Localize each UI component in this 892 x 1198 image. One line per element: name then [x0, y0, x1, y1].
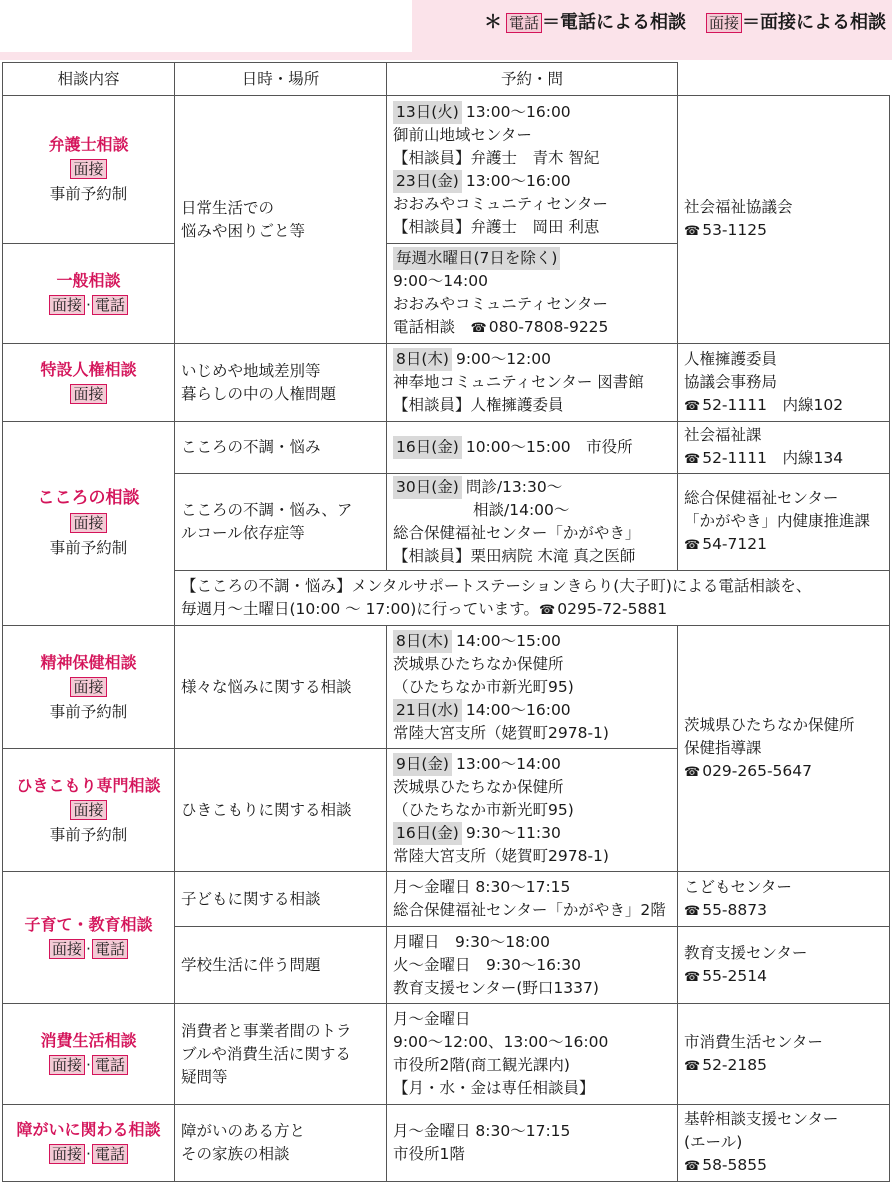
org-text: (エール) [684, 1133, 743, 1151]
content-cell [175, 344, 387, 422]
content-text: 学校生活に伴う問題 [181, 955, 321, 974]
contact-cell [678, 474, 890, 571]
face-tag: 面接 [706, 13, 742, 33]
date-badge: 21日(水) [393, 699, 462, 722]
content-text: ブルや消費生活に関する [181, 1044, 351, 1063]
place-text: 総合保健福祉センター「かがやき」2階 [393, 901, 666, 919]
consultation-body [2, 95, 890, 1182]
contact-cell [678, 927, 890, 1004]
date-badge: 16日(金) [393, 436, 462, 459]
tel-text: 52-2185 [702, 1055, 767, 1074]
org-text: 「かがやき」内健康推進課 [684, 512, 871, 530]
content-text: 暮らしの中の人権問題 [181, 384, 337, 403]
content-cell [175, 872, 387, 927]
phone-icon: ☎ [684, 398, 701, 414]
content-cell [175, 96, 387, 344]
datetime-cell [387, 749, 678, 872]
content-cell [175, 1105, 387, 1182]
place-text: （ひたちなか市新光町95) [393, 800, 574, 819]
face-tag: 面接 [70, 384, 106, 404]
table-row [3, 344, 890, 422]
reservation-note: 事前予約制 [49, 185, 128, 203]
time-text: 月〜金曜日 8:30〜17:15 [393, 878, 571, 896]
place-text: 市役所2階(商工観光課内) [393, 1056, 570, 1074]
phone-tag: 電話 [92, 1055, 128, 1075]
content-text: 悩みや困りごと等 [181, 221, 306, 240]
phone-icon: ☎ [684, 1058, 701, 1074]
phone-tag: 電話 [92, 1144, 128, 1164]
contact-cell [678, 1004, 890, 1105]
tel-text: 55-8873 [702, 900, 767, 919]
contact-cell [678, 422, 890, 474]
place-text: 茨城県ひたちなか保健所 [393, 654, 564, 673]
date-badge: 30日(金) [393, 476, 462, 499]
content-cell [175, 474, 387, 571]
datetime-cell [387, 96, 678, 244]
org-text: 基幹相談支援センター [684, 1110, 839, 1128]
org-text: 保健指導課 [684, 738, 762, 757]
content-text: 子どもに関する相談 [181, 889, 321, 908]
date-badge: 毎週水曜日(7日を除く) [393, 247, 560, 270]
content-text: ひきこもりに関する相談 [181, 800, 352, 819]
content-cell [175, 1004, 387, 1105]
content-text: いじめや地域差別等 [181, 361, 321, 380]
place-text: おおみやコミュニティセンター [393, 295, 608, 313]
face-tag: 面接 [70, 677, 106, 697]
datetime-cell [387, 927, 678, 1004]
datetime-cell [387, 626, 678, 749]
tel-text: 55-2514 [702, 966, 767, 985]
content-text: こころの不調・悩み [181, 438, 321, 456]
place-text: 常陸大宮支所（姥賀町2978-1) [393, 723, 609, 742]
datetime-cell [387, 1105, 678, 1182]
phone-tag: 電話 [92, 295, 128, 315]
phone-icon: ☎ [684, 224, 701, 239]
contact-cell [678, 344, 890, 422]
tel-text: 52-1111 内線134 [702, 449, 844, 467]
org-text: 市消費生活センター [684, 1032, 823, 1051]
content-cell [175, 422, 387, 474]
tel-text: 080-7808-9225 [488, 318, 609, 336]
category-ippan: 一般相談 面接 · 電話 [3, 244, 175, 344]
datetime-cell [387, 244, 678, 344]
time-text: 9:30〜11:30 [465, 823, 561, 842]
category-seishin [3, 626, 175, 749]
datetime-cell [387, 422, 678, 474]
contact-cell [678, 1105, 890, 1182]
time-text: 9:00〜12:00、13:00〜16:00 [393, 1033, 609, 1051]
category-name: 特設人権相談 [40, 359, 137, 379]
tel-text: 52-1111 内線102 [702, 395, 844, 414]
time-text: 13:00〜16:00 [465, 102, 571, 121]
content-text: 障がいのある方と [181, 1122, 306, 1140]
time-text: 14:00〜15:00 [455, 631, 561, 650]
category-name: 弁護士相談 [48, 135, 129, 154]
phone-icon: ☎ [684, 1159, 701, 1174]
place-text: 常陸大宮支所（姥賀町2978-1) [393, 846, 609, 865]
category-name: 障がいに関わる相談 [16, 1120, 161, 1139]
time-text: 月曜日 9:30〜18:00 [393, 932, 550, 951]
place-text: 総合保健福祉センター「かがやき」 [393, 524, 641, 542]
table-header [3, 63, 890, 96]
category-name: 子育て・教育相談 [24, 914, 153, 934]
info-text: 【こころの不調・悩み】メンタルサポートステーションきらり(大子町)による電話相談を、 [181, 576, 812, 595]
time-text: 10:00〜15:00 市役所 [465, 438, 633, 456]
phone-icon: ☎ [684, 969, 701, 985]
place-text: 教育支援センター(野口1337) [393, 978, 599, 997]
face-tag: 面接 [49, 1055, 85, 1075]
staff-text: 【相談員】栗田病院 木滝 真之医師 [393, 547, 636, 565]
header-content: 相談内容 [3, 63, 175, 96]
datetime-cell [387, 344, 678, 422]
time-text: 9:00〜14:00 [393, 272, 488, 290]
tel-text: 029-265-5647 [702, 761, 813, 780]
face-tag: 面接 [70, 513, 106, 533]
date-badge: 9日(金) [393, 753, 452, 776]
info-cell [175, 571, 890, 626]
phone-desc: ＝電話による相談 [541, 12, 686, 33]
legend [484, 8, 886, 34]
date-badge: 8日(木) [393, 348, 452, 371]
staff-text: 【相談員】弁護士 岡田 利恵 [393, 217, 600, 236]
org-text: 社会福祉協議会 [684, 198, 793, 216]
info-text: 毎週月〜土曜日(10:00 〜 17:00)に行っています。 [181, 599, 540, 618]
contact-cell [678, 626, 890, 872]
category-name: 消費生活相談 [40, 1031, 137, 1050]
place-text: 御前山地域センター [393, 125, 532, 144]
content-cell [175, 927, 387, 1004]
category-jinken [3, 344, 175, 422]
org-text: 総合保健福祉センター [684, 489, 839, 507]
table-row [3, 626, 890, 749]
category-kosodate: 子育て・教育相談 面接 · 電話 [3, 872, 175, 1004]
face-tag: 面接 [49, 295, 85, 315]
category-kokoro [3, 422, 175, 626]
content-text: こころの不調・悩み、ア [181, 501, 353, 519]
time-text: 13:00〜16:00 [465, 171, 571, 190]
content-text: 消費者と事業者間のトラ [181, 1021, 352, 1040]
phone-icon: ☎ [470, 321, 487, 336]
date-badge: 23日(金) [393, 170, 462, 193]
staff-text: 【月・水・金は専任相談員】 [393, 1079, 595, 1097]
place-text: （ひたちなか市新光町95) [393, 677, 574, 696]
org-text: 教育支援センター [684, 943, 808, 962]
date-badge: 13日(火) [393, 101, 462, 124]
phone-icon: ☎ [539, 602, 556, 618]
time-text: 13:00〜14:00 [455, 754, 561, 773]
phone-tag: 電話 [92, 939, 128, 959]
time-text: 14:00〜16:00 [465, 700, 571, 719]
reservation-note: 事前予約制 [49, 539, 128, 557]
time-text: 相談/14:00〜 [473, 501, 570, 519]
table-row [3, 1004, 890, 1105]
header-datetime: 日時・場所 [175, 63, 387, 96]
category-name: ひきこもり専門相談 [16, 775, 161, 795]
category-name: 一般相談 [56, 270, 121, 290]
phone-icon: ☎ [684, 764, 701, 780]
time-text: 火〜金曜日 9:30〜16:30 [393, 955, 581, 974]
datetime-cell [387, 474, 678, 571]
face-tag: 面接 [49, 1144, 85, 1164]
content-text: 日常生活での [181, 198, 275, 217]
face-tag: 面接 [70, 800, 106, 820]
time-text: 9:00〜12:00 [455, 350, 551, 368]
staff-text: 【相談員】弁護士 青木 智紀 [393, 148, 600, 167]
time-text: 月〜金曜日 [393, 1010, 471, 1028]
tel-text: 53-1125 [702, 221, 767, 239]
phone-tag: 電話 [506, 13, 542, 33]
tel-text: 54-7121 [702, 535, 767, 553]
category-shogai: 障がいに関わる相談 面接 · 電話 [3, 1105, 175, 1182]
datetime-cell [387, 872, 678, 927]
content-cell [175, 626, 387, 749]
phone-icon: ☎ [684, 903, 701, 919]
staff-text: 【相談員】人権擁護委員 [393, 396, 564, 414]
place-text: 神奉地コミュニティセンター 図書館 [393, 373, 644, 391]
content-text: 様々な悩みに関する相談 [181, 677, 352, 696]
place-text: 茨城県ひたちなか保健所 [393, 777, 564, 796]
tel-text: 58-5855 [702, 1156, 767, 1174]
face-tag: 面接 [49, 939, 85, 959]
place-text: おおみやコミュニティセンター [393, 194, 608, 213]
org-text: 茨城県ひたちなか保健所 [684, 715, 855, 734]
datetime-cell [387, 1004, 678, 1105]
phone-icon: ☎ [684, 452, 701, 467]
table-row [3, 422, 890, 474]
content-text: ルコール依存症等 [181, 524, 305, 542]
category-name: こころの相談 [37, 488, 140, 508]
phone-consult-text: 電話相談 [393, 318, 456, 336]
time-text: 月〜金曜日 8:30〜17:15 [393, 1122, 571, 1140]
consultation-table [2, 62, 890, 96]
content-text: 疑問等 [181, 1067, 228, 1086]
category-name: 精神保健相談 [40, 652, 137, 672]
place-text: 市役所1階 [393, 1145, 465, 1163]
org-text: こどもセンター [684, 877, 792, 896]
content-cell [175, 749, 387, 872]
reservation-note: 事前予約制 [49, 702, 128, 721]
category-bengoshi [3, 96, 175, 244]
contact-cell [678, 872, 890, 927]
table-row [3, 1105, 890, 1182]
header-contact: 予約・問 [387, 63, 678, 96]
content-text: その家族の相談 [181, 1145, 290, 1163]
legend-mark: ＊ [483, 12, 502, 33]
phone-icon: ☎ [684, 538, 701, 553]
date-badge: 16日(金) [393, 822, 462, 845]
reservation-note: 事前予約制 [49, 825, 128, 844]
org-text: 協議会事務局 [684, 372, 778, 391]
face-desc: ＝面接による相談 [742, 12, 886, 33]
date-badge: 8日(木) [393, 630, 452, 653]
table-row [3, 872, 890, 927]
category-hikikomori [3, 749, 175, 872]
table-row [3, 96, 890, 244]
face-tag: 面接 [70, 159, 106, 179]
category-shohi: 消費生活相談 面接 · 電話 [3, 1004, 175, 1105]
org-text: 人権擁護委員 [684, 349, 778, 368]
contact-cell [678, 96, 890, 344]
tel-text: 0295-72-5881 [557, 599, 668, 618]
org-text: 社会福祉課 [684, 426, 762, 444]
legend-strip [0, 52, 892, 60]
time-text: 問診/13:30〜 [465, 478, 563, 496]
